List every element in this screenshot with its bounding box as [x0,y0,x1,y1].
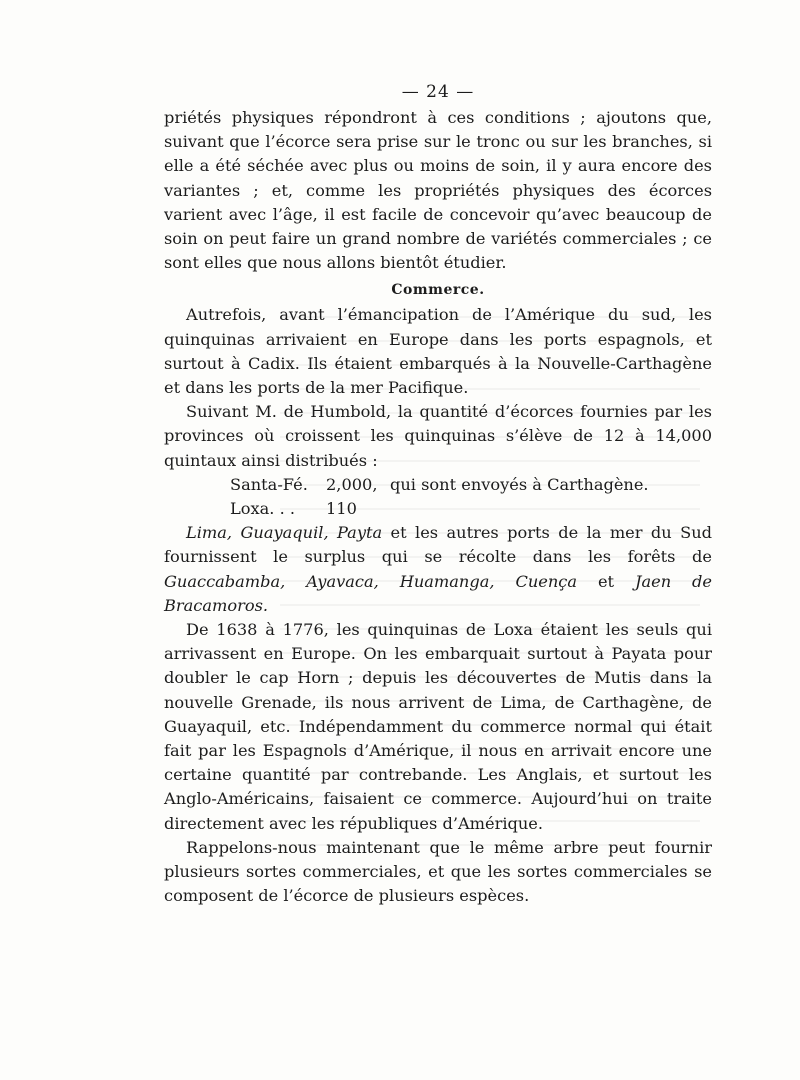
place-jaen: Jaen de Bracamoros. [164,571,712,615]
paragraph-properties: priétés physiques répondront à ces conditions ; ajoutons que, suivant que l’écorce sera prise sur le tronc ou sur les branches, si elle a été séchée avec plus ou moins de soin, il y aura encore des variantes ; et, comme les propriétés physiques des écorces varient avec l’âge, il est facile de concevoir qu’avec beaucoup de soin on peut faire un grand nombre de variétés commerciales ; ce sont elles que nous allons bientôt étudier. [164,108,712,273]
ports-text-a: et les autres ports de la mer du Sud fournissent le surplus qui se récolte dans les forêts de [164,523,712,567]
paragraph-loxa-history: De 1638 à 1776, les quinquinas de Loxa étaient les seuls qui arrivassent en Europe. On les embarquait surtout à Payata pour doubler le cap Horn ; depuis les découvertes de Mutis dans la nouvelle Grenade, ils nous arrivent de Lima, de Carthagène, de Guayaquil, etc. Indépendamment du commerce normal qui était fait par les Espagnols d’Amérique, il nous en arrivait encore une certaine quantité par contrebande. Les Anglais, et surtout les Anglo-Américains, faisaient ce commerce. Aujourd’hui on traite directement avec les républiques d’Amérique. [164,620,712,833]
table-row [164,497,712,521]
paragraph-humbold: Suivant M. de Humbold, la quantité d’écorces fournies par les provinces où croissent les quinquinas s’élève de 12 à 14,000 quintaux ainsi distribués : [164,402,712,470]
row-place: Santa-Fé. [230,474,308,494]
row-note: qui sont envoyés à Carthagène. [390,474,649,494]
page-number: — 24 — [401,82,475,102]
place-guayaquil: Guayaquil, [240,523,329,543]
place-guaccabamba: Guaccabamba, [164,571,286,591]
row-note [382,497,390,521]
place-lima: Lima, [186,523,233,543]
row-quantity: 2,000, [326,474,378,494]
place-cuenca: Cuença [515,571,577,591]
row-quantity: 110 [326,499,357,519]
distribution-table [164,473,712,521]
paragraph-history: Autrefois, avant l’émancipation de l’Amérique du sud, les quinquinas arrivaient en Europe dans les ports espagnols, et surtout à Cadix. Ils étaient embarqués à la Nouvelle-Carthagène et dans les ports de la mer Pacifique. [164,305,712,398]
place-payta: Payta [337,523,383,543]
section-heading-commerce: Commerce. [391,282,485,299]
place-ayavaca: Ayavaca, [306,571,379,591]
paragraph-conclusion: Rappelons-nous maintenant que le même arbre peut fournir plusieurs sortes commerciales, et que les sortes commerciales se composent de l’écorce de plusieurs espèces. [164,837,712,906]
table-row [164,473,712,497]
paragraph-ports [164,521,712,618]
page-body [164,82,712,909]
row-place: Loxa. . . [230,499,296,519]
place-huamanga: Huamanga, [399,571,495,591]
ports-text-b: et [577,571,635,591]
